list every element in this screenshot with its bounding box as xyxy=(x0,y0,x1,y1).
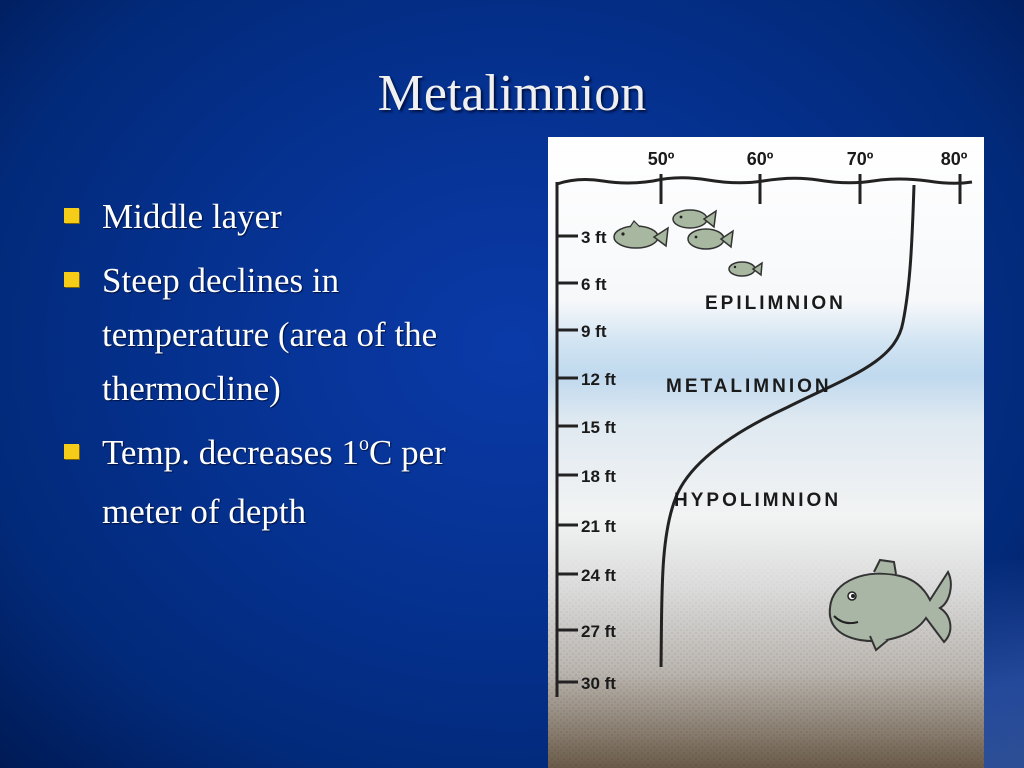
bullet-item xyxy=(60,254,490,416)
depth-label: 6 ft xyxy=(581,275,607,294)
depth-label: 15 ft xyxy=(581,418,616,437)
bullet-text: Middle layer xyxy=(102,197,282,236)
decorative-edge-gradient xyxy=(984,560,1024,768)
depth-label: 21 ft xyxy=(581,517,616,536)
depth-label: 3 ft xyxy=(581,228,607,247)
lake-stratification-diagram xyxy=(548,137,984,768)
bullet-item xyxy=(60,190,490,244)
temp-label: 60º xyxy=(746,149,774,169)
bullet-list xyxy=(60,190,490,539)
bullet-item xyxy=(60,426,490,539)
temp-label: 80º xyxy=(940,149,968,169)
slide-title: Metalimnion xyxy=(377,65,647,122)
depth-label: 27 ft xyxy=(581,622,616,641)
diagram-svg xyxy=(548,137,984,768)
depth-label: 12 ft xyxy=(581,370,616,389)
depth-label: 9 ft xyxy=(581,322,607,341)
temp-label: 50º xyxy=(647,149,675,169)
zone-label-epilimnion: EPILIMNION xyxy=(705,293,846,314)
bullet-text-end: C per meter of depth xyxy=(102,433,446,531)
square-bullet-icon xyxy=(64,208,79,223)
bullet-text: Steep declines in temperature (area of the thermocline) xyxy=(102,261,438,408)
zone-label-metalimnion: METALIMNION xyxy=(666,376,832,397)
square-bullet-icon xyxy=(64,444,79,459)
square-bullet-icon xyxy=(64,272,79,287)
superscript-degree: o xyxy=(359,433,370,455)
depth-label: 18 ft xyxy=(581,467,616,486)
depth-label: 30 ft xyxy=(581,674,616,693)
depth-label: 24 ft xyxy=(581,566,616,585)
zone-label-hypolimnion: HYPOLIMNION xyxy=(674,490,842,511)
temp-label: 70º xyxy=(846,149,874,169)
bullet-text-start: Temp. decreases 1 xyxy=(102,433,360,472)
